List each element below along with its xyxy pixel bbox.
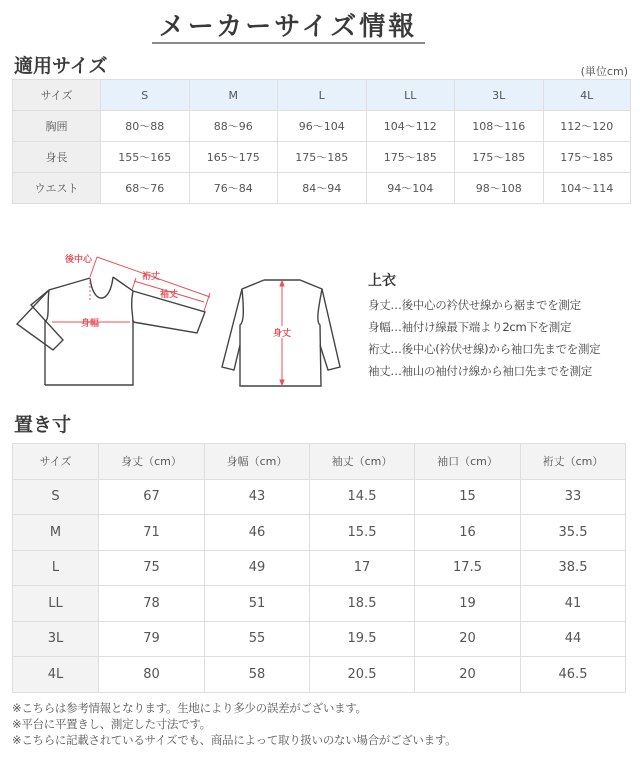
table-cell: 84〜94 [278, 173, 367, 204]
table-cell: 108〜116 [455, 111, 544, 142]
table-cell: 67 [99, 479, 205, 515]
table-cell: 78 [99, 586, 205, 622]
table-row [13, 657, 626, 693]
column-header-size: サイズ [13, 444, 99, 480]
table-row [13, 479, 626, 515]
table-header-row [13, 444, 626, 480]
flat-measurements-heading: 置き寸 [14, 414, 72, 436]
diagram-label-body-width: 身幅 [81, 319, 100, 329]
table-cell: 17.5 [415, 550, 521, 586]
column-header-m: M [189, 80, 278, 111]
footnote-reference-info: ※こちらは参考情報となります。生地により多少の誤差がございます。 [12, 701, 367, 715]
title-underline [152, 42, 425, 44]
column-header-cuff: 袖口（cm） [415, 444, 521, 480]
diagram-label-sleeve-length: 袖丈 [160, 290, 179, 300]
table-cell: 96〜104 [278, 111, 367, 142]
table-cell: 165〜175 [189, 142, 278, 173]
table-cell: 76〜84 [189, 173, 278, 204]
table-cell: 44 [521, 621, 626, 657]
table-cell: 75 [99, 550, 205, 586]
row-size: 4L [13, 657, 99, 693]
table-cell: 88〜96 [189, 111, 278, 142]
table-cell: 80〜88 [101, 111, 190, 142]
table-cell: 19.5 [310, 621, 415, 657]
row-label: 身長 [13, 142, 101, 173]
table-cell: 175〜185 [278, 142, 367, 173]
column-header-body-length: 身丈（cm） [99, 444, 205, 480]
table-cell: 16 [415, 515, 521, 551]
table-cell: 175〜185 [543, 142, 631, 173]
footnotes [12, 700, 632, 748]
table-cell: 79 [99, 621, 205, 657]
table-row [13, 621, 626, 657]
diagram-label-body-length: 身丈 [273, 329, 292, 339]
footnote-availability: ※こちらに記載されているサイズでも、商品によって取り扱いのない場合がございます。 [12, 733, 457, 747]
table-cell: 38.5 [521, 550, 626, 586]
column-header-sleeve-length: 袖丈（cm） [310, 444, 415, 480]
table-header-row [13, 80, 631, 111]
table-cell: 55 [205, 621, 310, 657]
table-cell: 17 [310, 550, 415, 586]
table-cell: 18.5 [310, 586, 415, 622]
table-cell: 80 [99, 657, 205, 693]
column-header-3l: 3L [455, 80, 544, 111]
table-cell: 15 [415, 479, 521, 515]
diagram-label-back-center: 後中心 [65, 255, 93, 265]
flat-measurements-table [12, 443, 626, 693]
note-yuki: 裄丈…後中心(衿伏せ線)から袖口先までを測定 [368, 342, 601, 356]
table-cell: 41 [521, 586, 626, 622]
row-size: M [13, 515, 99, 551]
garment-measurement-diagram [0, 232, 360, 402]
table-cell: 104〜112 [366, 111, 455, 142]
table-cell: 20 [415, 657, 521, 693]
column-header-yuki: 裄丈（cm） [521, 444, 626, 480]
footnote-flat-measured: ※平台に平置きし、測定した寸法です。 [12, 717, 211, 731]
unit-label: (単位cm) [580, 65, 628, 78]
note-sleeve-length: 袖丈…袖山の袖付け線から袖口先までを測定 [368, 364, 592, 378]
column-header-ll: LL [366, 80, 455, 111]
row-label: 胸囲 [13, 111, 101, 142]
applicable-sizes-heading: 適用サイズ [14, 55, 108, 77]
table-cell: 43 [205, 479, 310, 515]
table-cell: 175〜185 [366, 142, 455, 173]
table-row-chest [13, 111, 631, 142]
table-cell: 14.5 [310, 479, 415, 515]
table-row [13, 550, 626, 586]
table-cell: 58 [205, 657, 310, 693]
table-cell: 20 [415, 621, 521, 657]
measurement-notes [368, 270, 640, 382]
column-header-size: サイズ [13, 80, 101, 111]
row-size: S [13, 479, 99, 515]
note-body-length: 身丈…後中心の衿伏せ線から裾までを測定 [368, 298, 581, 312]
table-cell: 46.5 [521, 657, 626, 693]
table-cell: 94〜104 [366, 173, 455, 204]
table-cell: 175〜185 [455, 142, 544, 173]
table-cell: 104〜114 [543, 173, 631, 204]
table-cell: 51 [205, 586, 310, 622]
diagram-label-yuki: 裄丈 [142, 272, 161, 282]
table-cell: 46 [205, 515, 310, 551]
table-cell: 68〜76 [101, 173, 190, 204]
column-header-s: S [101, 80, 190, 111]
table-row [13, 515, 626, 551]
row-size: 3L [13, 621, 99, 657]
table-row-waist [13, 173, 631, 204]
page-title: メーカーサイズ情報 [158, 12, 418, 42]
table-cell: 20.5 [310, 657, 415, 693]
table-cell: 71 [99, 515, 205, 551]
table-cell: 98〜108 [455, 173, 544, 204]
table-cell: 112〜120 [543, 111, 631, 142]
table-row [13, 586, 626, 622]
column-header-body-width: 身幅（cm） [205, 444, 310, 480]
table-cell: 35.5 [521, 515, 626, 551]
table-cell: 49 [205, 550, 310, 586]
table-cell: 33 [521, 479, 626, 515]
notes-title: 上衣 [368, 273, 396, 289]
row-size: LL [13, 586, 99, 622]
row-label: ウエスト [13, 173, 101, 204]
applicable-sizes-table [12, 79, 631, 204]
column-header-l: L [278, 80, 367, 111]
table-cell: 15.5 [310, 515, 415, 551]
table-cell: 155〜165 [101, 142, 190, 173]
table-cell: 19 [415, 586, 521, 622]
note-body-width: 身幅…袖付け線最下端より2cm下を測定 [368, 320, 572, 334]
row-size: L [13, 550, 99, 586]
column-header-4l: 4L [543, 80, 631, 111]
table-row-height [13, 142, 631, 173]
